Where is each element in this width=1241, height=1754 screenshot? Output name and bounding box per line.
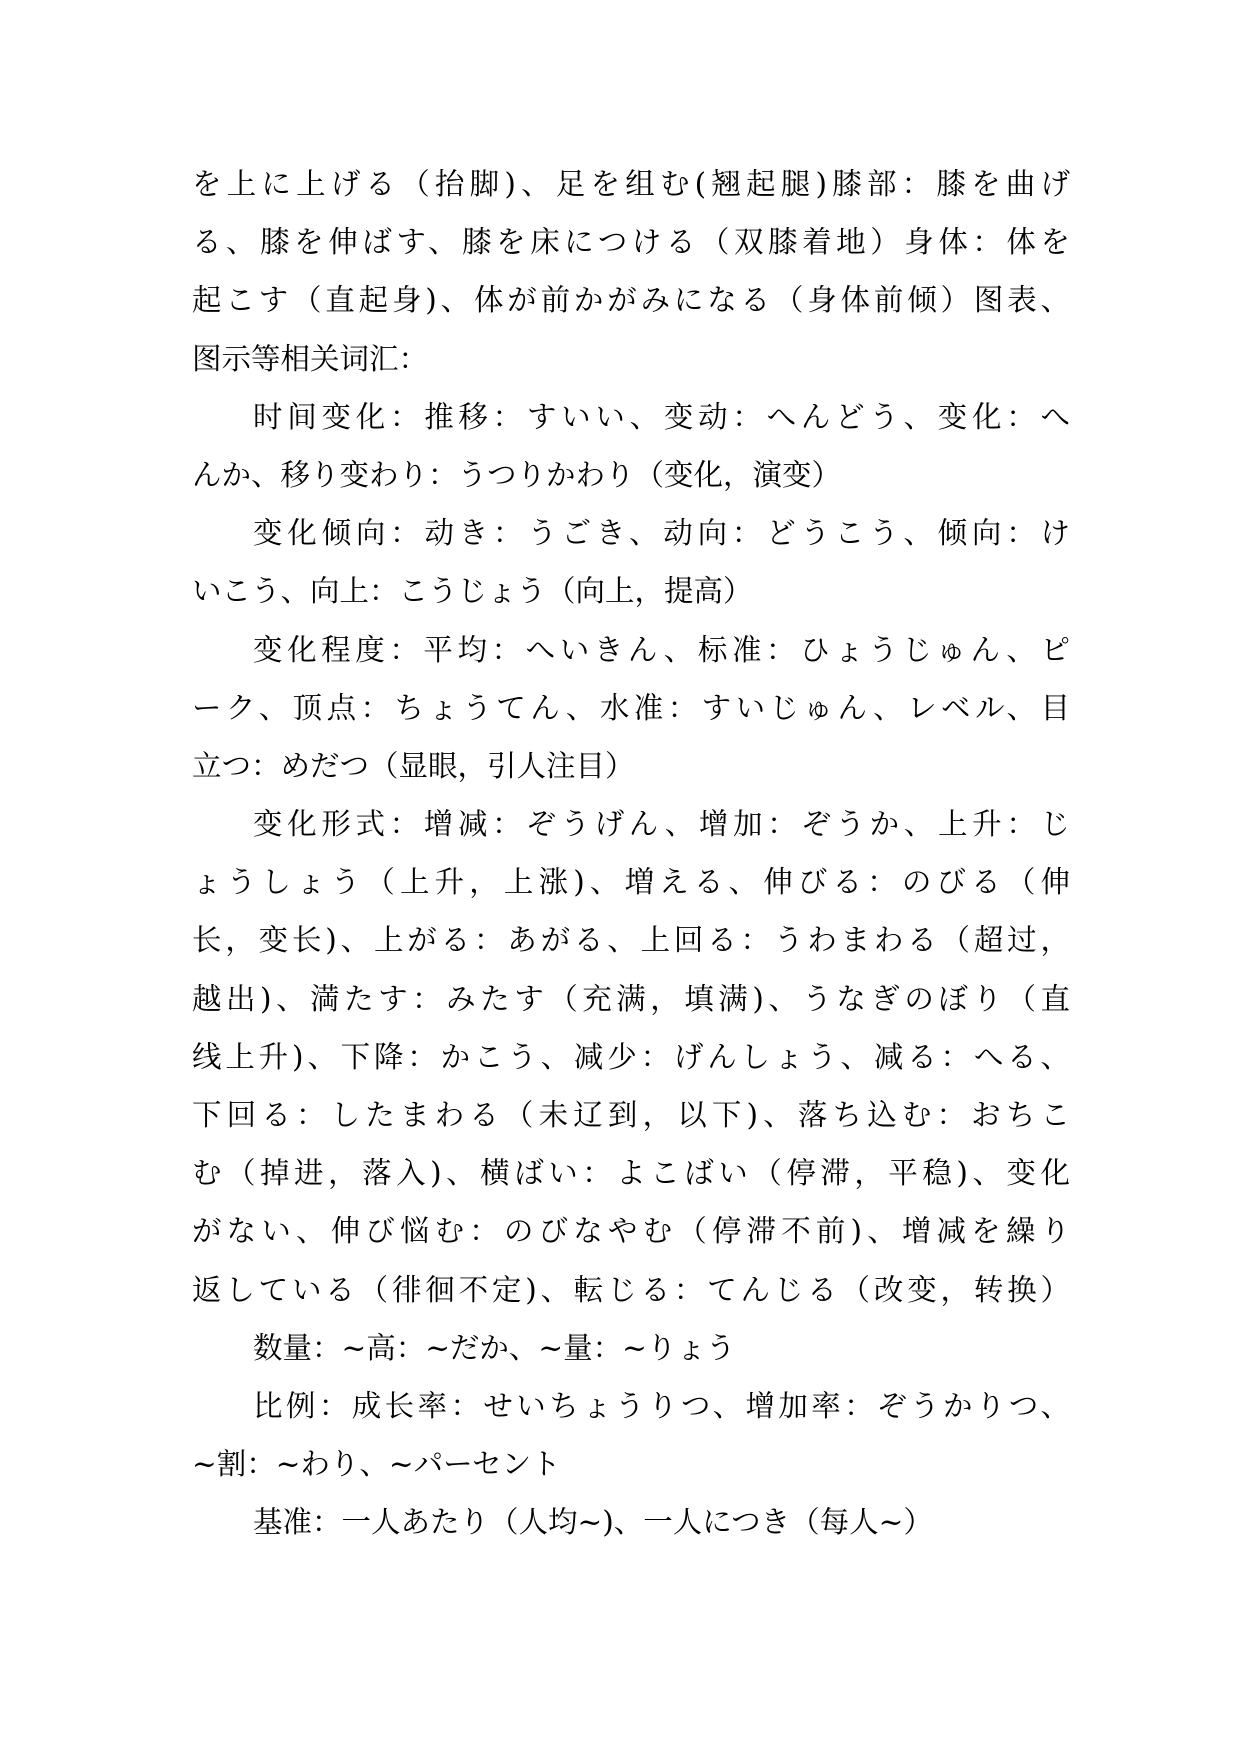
text-line: 时间变化：推移：すいい、变动：へんどう、变化：へ xyxy=(253,399,1070,434)
text-line: 起こす（直起身)、体が前かがみになる（身体前倾）图表、 xyxy=(192,283,1070,318)
text-line: ーク、顶点：ちょうてん、水准：すいじゅん、レベル、目 xyxy=(192,690,1070,725)
text-line: る、膝を伸ばす、膝を床につける（双膝着地）身体：体を xyxy=(192,225,1070,260)
text-line: を上に上げる（抬脚)、足を组む(翘起腿)膝部：膝を曲げ xyxy=(192,167,1070,201)
text-line: ~割：~わり、~パーセント xyxy=(192,1447,561,1482)
text-line: 基准：一人あたり（人均~)、一人につき（每人~） xyxy=(253,1505,933,1540)
text-line: 比例：成长率：せいちょうりつ、增加率：ぞうかりつ、 xyxy=(253,1388,1070,1423)
text-line: 下回る：したまわる（未辽到，以下)、落ち込む：おちこ xyxy=(192,1098,1070,1132)
text-line: 图示等相关词汇： xyxy=(192,341,429,376)
text-line: 变化程度：平均：へいきん、标准：ひょうじゅん、ピ xyxy=(253,632,1070,667)
text-line: 立つ：めだつ（显眼，引人注目） xyxy=(192,748,635,783)
text-line: いこう、向上：こうじょう（向上，提高） xyxy=(192,574,753,609)
text-line: がない、伸び悩む：のびなやむ（停滞不前)、增减を繰り xyxy=(192,1214,1070,1249)
text-line: 返している（徘徊不定)、転じる：てんじる（改变，转换） xyxy=(192,1272,1070,1307)
text-line: 线上升)、下降：かこう、减少：げんしょう、减る：へる、 xyxy=(192,1039,1070,1074)
text-line: ょうしょう（上升，上涨)、増える、伸びる：のびる（伸 xyxy=(192,865,1070,900)
text-line: 变化形式：增减：ぞうげん、增加：ぞうか、上升：じ xyxy=(253,807,1070,842)
text-line: 越出)、満たす：みたす（充满，填满)、うなぎのぼり（直 xyxy=(192,981,1070,1016)
text-line: 长，变长)、上がる：あがる、上回る：うわまわる（超过， xyxy=(192,923,1070,958)
text-line: 变化倾向：动き：うごき、动向：どうこう、倾向：け xyxy=(253,516,1070,551)
body-text xyxy=(192,155,1070,1552)
text-line: 数量：~高：~だか、~量：~りょう xyxy=(253,1330,736,1365)
text-line: む（掉进，落入)、横ばい：よこばい（停滞，平稳)、变化 xyxy=(192,1156,1070,1191)
text-line: んか、移り变わり：うつりかわり（变化，演变） xyxy=(192,457,842,492)
